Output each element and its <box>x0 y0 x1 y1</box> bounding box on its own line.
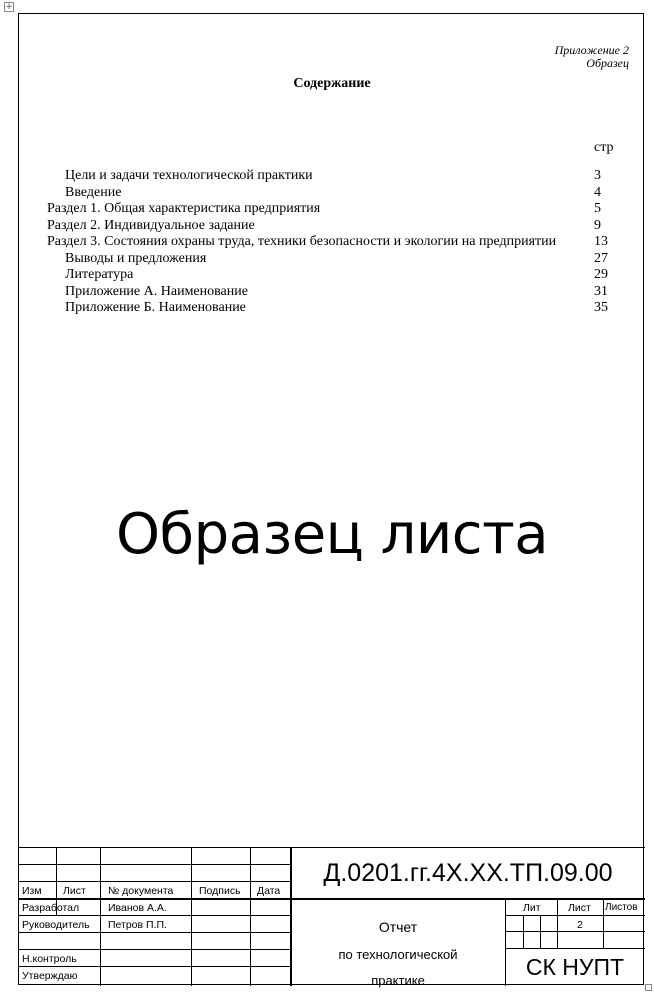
document-code: Д.0201.гг.4Х.ХХ.ТП.09.00 <box>323 859 613 887</box>
role-approve: Утверждаю <box>22 970 78 982</box>
header-date: Дата <box>257 885 281 897</box>
toc-item-text: Приложение Б. Наименование <box>65 300 246 315</box>
toc-item-page: 27 <box>594 250 608 266</box>
document-name-line2: по технологической <box>338 947 458 962</box>
toc-item-text: Приложение А. Наименование <box>65 283 248 299</box>
toc-item <box>19 267 645 284</box>
toc-item-text: Выводы и предложения <box>65 250 207 266</box>
watermark-text: Образец листа <box>115 502 549 567</box>
appendix-number: Приложение 2 <box>554 43 629 57</box>
toc-item-page: 35 <box>594 300 608 315</box>
name-developed: Иванов А.А. <box>108 902 167 914</box>
toc-item-page: 5 <box>594 201 601 216</box>
sheet-label: Лист <box>568 902 591 914</box>
header-list: Лист <box>63 885 86 897</box>
toc-item <box>19 234 645 251</box>
resize-handle-icon[interactable] <box>645 984 652 991</box>
toc-item-text: Раздел 2. Индивидуальное задание <box>47 217 255 233</box>
toc-item-page: 13 <box>594 234 608 249</box>
toc-item <box>19 185 645 202</box>
sheets-label: Листов <box>605 902 638 913</box>
page-frame <box>18 13 644 988</box>
name-supervisor: Петров П.П. <box>108 919 167 931</box>
toc-item-page: 29 <box>594 267 608 282</box>
role-ncontrol: Н.контроль <box>22 953 77 965</box>
toc-item <box>19 300 645 317</box>
toc-item-text: Раздел 3. Состояния охраны труда, техники безопасности и экологии на предприятии <box>47 234 557 249</box>
toc-item <box>19 168 645 185</box>
appendix-label <box>555 44 629 70</box>
header-doc-number: № документа <box>108 885 174 897</box>
lit-label: Лит <box>523 902 541 914</box>
toc-item-page: 9 <box>594 217 601 233</box>
organization-name: СК НУПТ <box>525 954 625 980</box>
toc-item <box>19 218 645 235</box>
role-supervisor: Руководитель <box>22 919 90 931</box>
toc-item-page: 4 <box>594 184 601 200</box>
document-name-line3: практике <box>371 973 425 988</box>
toc-item <box>19 284 645 301</box>
move-handle-icon[interactable]: + <box>5 2 13 12</box>
appendix-note: Образец <box>586 56 629 70</box>
toc-item-text: Литература <box>65 267 134 282</box>
toc-item-text: Введение <box>65 184 122 200</box>
toc-page-header: стр <box>594 140 614 155</box>
toc-item-page: 3 <box>594 168 601 183</box>
header-izm: Изм <box>22 885 42 897</box>
sheet-value: 2 <box>577 919 583 931</box>
toc-item-text: Цели и задачи технологической практики <box>65 168 313 183</box>
toc-item <box>19 201 645 218</box>
document-name-line1: Отчет <box>378 919 418 935</box>
toc-item-text: Раздел 1. Общая характеристика предприятия <box>47 201 321 216</box>
role-developed: Разработал <box>22 902 80 914</box>
title-block <box>19 847 645 986</box>
page-title: Содержание <box>293 76 371 91</box>
header-signature: Подпись <box>199 885 241 897</box>
toc-item-page: 31 <box>594 283 608 299</box>
toc-item <box>19 251 645 268</box>
